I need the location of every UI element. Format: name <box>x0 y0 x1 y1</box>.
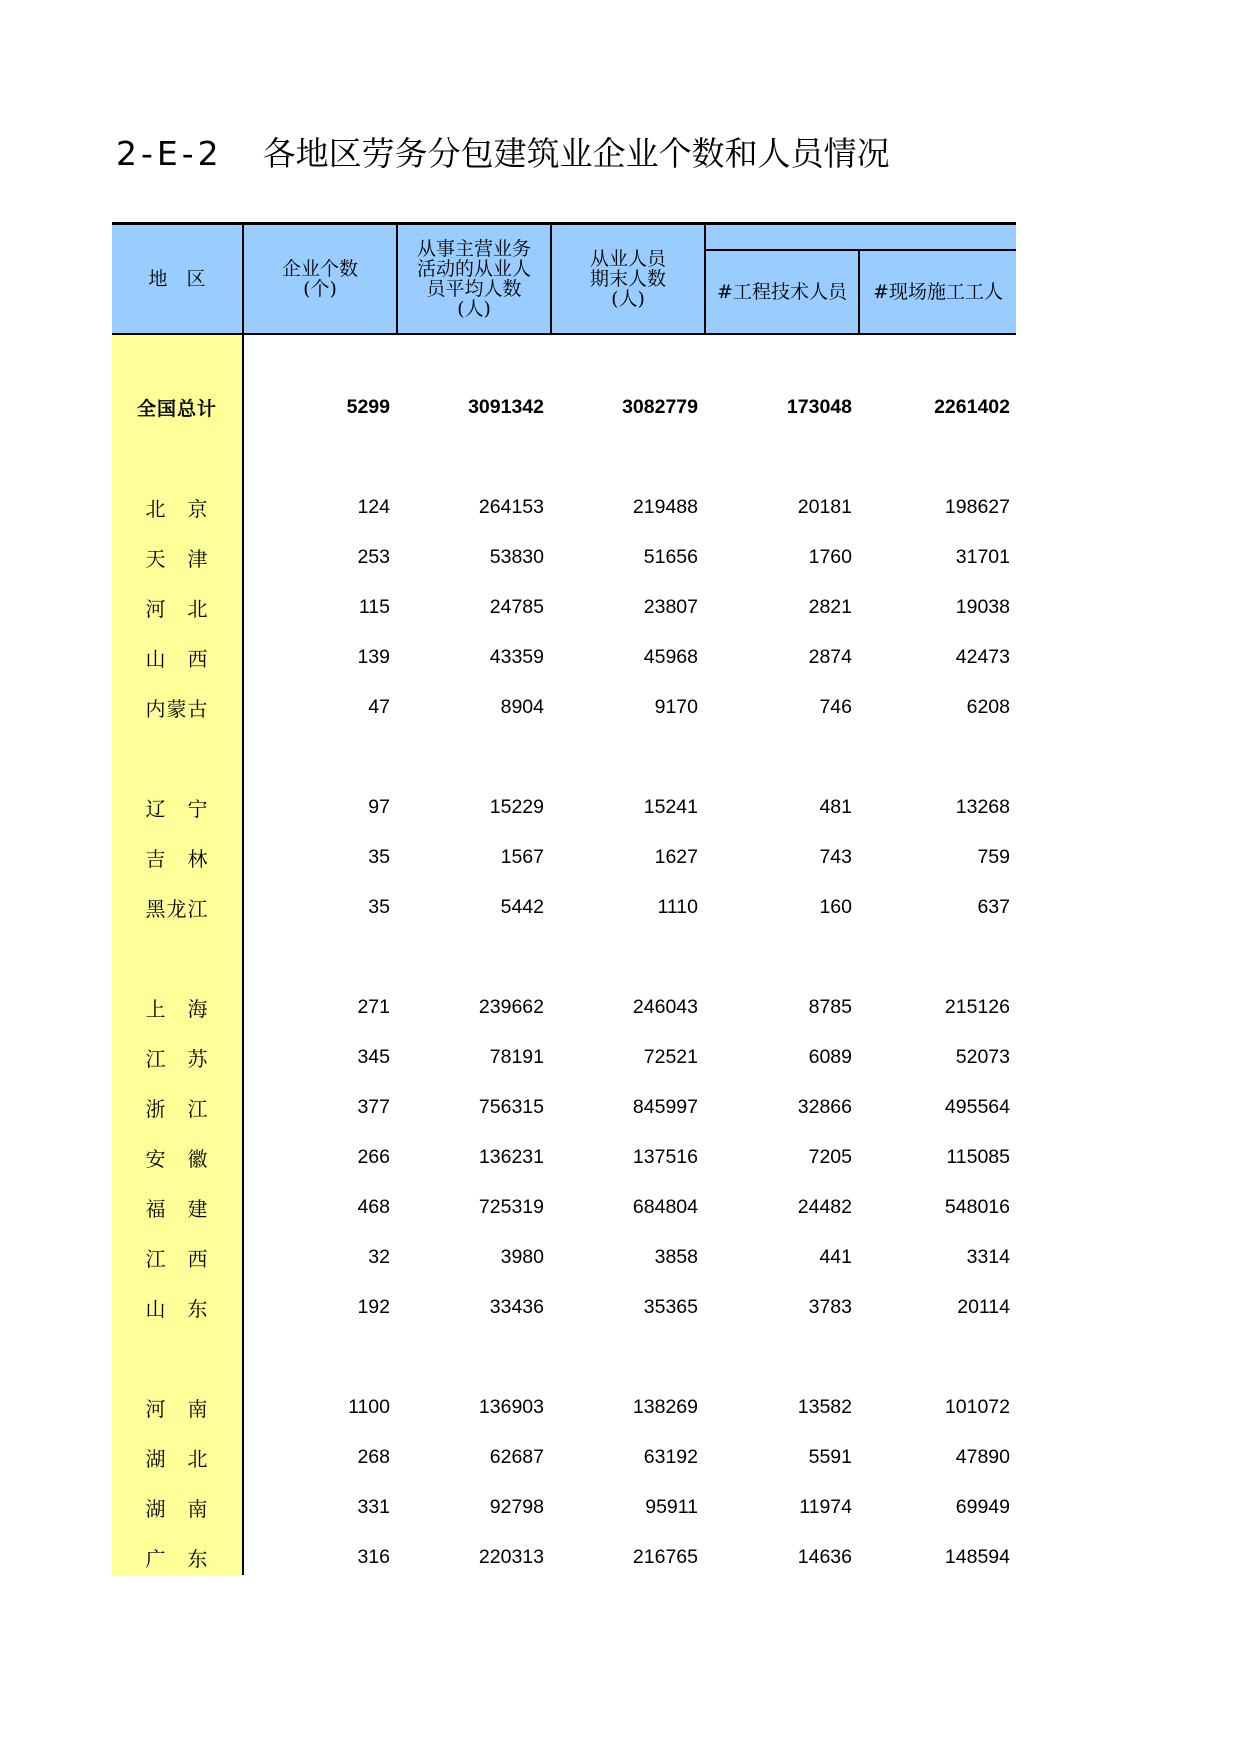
enterprises-cell: 124 <box>357 495 390 518</box>
engineers-cell: 160 <box>819 895 852 918</box>
region-name: 安 徽 <box>145 1146 209 1171</box>
end-staff-cell: 845997 <box>632 1095 698 1118</box>
table-row <box>112 1482 1016 1532</box>
end-staff-cell: 72521 <box>643 1045 698 1068</box>
region-name: 内蒙古 <box>145 696 209 721</box>
region-name: 湖 北 <box>145 1446 209 1471</box>
header-engineers <box>706 251 858 333</box>
avg-staff-cell: 220313 <box>478 1545 544 1568</box>
end-staff-cell: 138269 <box>632 1395 698 1418</box>
enterprises-cell: 97 <box>368 795 390 818</box>
end-staff-cell: 95911 <box>645 1495 698 1518</box>
avg-staff-cell: 136231 <box>478 1145 544 1168</box>
table-row <box>112 1182 1016 1232</box>
end-staff-cell: 246043 <box>632 995 698 1018</box>
end-staff-cell: 45968 <box>643 645 698 668</box>
table-row <box>112 1082 1016 1132</box>
engineers-cell: 441 <box>819 1245 852 1268</box>
header-end-staff-line: 从业人员 <box>589 248 666 270</box>
engineers-cell: 13582 <box>797 1395 852 1418</box>
end-staff-cell: 9170 <box>654 695 698 718</box>
site-workers-cell: 13268 <box>955 795 1010 818</box>
site-workers-cell: 495564 <box>944 1095 1010 1118</box>
end-staff-cell: 15241 <box>643 795 698 818</box>
region-name: 浙 江 <box>145 1096 209 1121</box>
engineers-cell: 743 <box>819 845 852 868</box>
region-name: 山 东 <box>145 1296 209 1321</box>
engineers-cell: 3783 <box>808 1295 852 1318</box>
region-name: 山 西 <box>145 646 209 671</box>
site-workers-cell: 47890 <box>955 1445 1010 1468</box>
enterprises-cell: 268 <box>357 1445 390 1468</box>
site-workers-cell: 52073 <box>955 1045 1010 1068</box>
header-avg-staff-line: 活动的从业人 <box>416 258 531 280</box>
enterprises-cell: 316 <box>357 1545 390 1568</box>
page-title <box>116 128 890 175</box>
avg-staff-cell: 136903 <box>478 1395 544 1418</box>
site-workers-cell: 548016 <box>944 1195 1010 1218</box>
header-avg-staff <box>398 225 550 333</box>
header-end-staff <box>552 225 704 333</box>
end-staff-cell: 35365 <box>643 1295 698 1318</box>
end-staff-cell: 1627 <box>654 845 698 868</box>
region-name: 福 建 <box>145 1196 209 1221</box>
enterprises-cell: 271 <box>357 995 390 1018</box>
avg-staff-cell: 264153 <box>478 495 544 518</box>
avg-staff-cell: 3091342 <box>468 395 544 418</box>
table-row <box>112 632 1016 682</box>
header-engineers-label: #工程技术人员 <box>717 281 847 303</box>
end-staff-cell: 137516 <box>632 1145 698 1168</box>
avg-staff-cell: 239662 <box>478 995 544 1018</box>
avg-staff-cell: 8904 <box>500 695 544 718</box>
avg-staff-cell: 5442 <box>500 895 544 918</box>
header-enterprises-line: 企业个数 <box>281 258 358 280</box>
avg-staff-cell: 756315 <box>478 1095 544 1118</box>
enterprises-cell: 35 <box>368 895 390 918</box>
enterprises-cell: 331 <box>357 1495 390 1518</box>
end-staff-cell: 216765 <box>632 1545 698 1568</box>
enterprises-cell: 253 <box>357 545 390 568</box>
engineers-cell: 746 <box>819 695 852 718</box>
engineers-cell: 173048 <box>786 395 852 418</box>
avg-staff-cell: 78191 <box>489 1045 544 1068</box>
site-workers-cell: 101072 <box>944 1395 1010 1418</box>
region-name: 江 苏 <box>145 1046 209 1071</box>
enterprises-cell: 139 <box>357 645 390 668</box>
enterprises-cell: 47 <box>368 695 390 718</box>
engineers-cell: 14636 <box>797 1545 852 1568</box>
engineers-cell: 2821 <box>808 595 852 618</box>
header-divider <box>858 250 860 333</box>
region-name: 河 南 <box>145 1396 209 1421</box>
enterprises-cell: 192 <box>357 1295 390 1318</box>
enterprises-cell: 5299 <box>346 395 390 418</box>
site-workers-cell: 69949 <box>955 1495 1010 1518</box>
avg-staff-cell: 62687 <box>489 1445 544 1468</box>
table-row <box>112 982 1016 1032</box>
enterprises-cell: 345 <box>357 1045 390 1068</box>
table-row <box>112 882 1016 932</box>
total-label: 全国总计 <box>136 397 217 420</box>
site-workers-cell: 148594 <box>944 1545 1010 1568</box>
end-staff-cell: 63192 <box>643 1445 698 1468</box>
header-divider <box>242 225 244 333</box>
enterprises-cell: 266 <box>357 1145 390 1168</box>
site-workers-cell: 198627 <box>944 495 1010 518</box>
site-workers-cell: 19038 <box>955 595 1010 618</box>
end-staff-cell: 219488 <box>632 495 698 518</box>
site-workers-cell: 42473 <box>955 645 1010 668</box>
avg-staff-cell: 15229 <box>489 795 544 818</box>
engineers-cell: 6089 <box>808 1045 852 1068</box>
avg-staff-cell: 53830 <box>489 545 544 568</box>
end-staff-cell: 51656 <box>643 545 698 568</box>
table-row <box>112 782 1016 832</box>
region-name: 辽 宁 <box>145 796 209 821</box>
table-row <box>112 832 1016 882</box>
header-avg-staff-line: 从事主营业务 <box>416 238 531 260</box>
avg-staff-cell: 725319 <box>478 1195 544 1218</box>
avg-staff-cell: 24785 <box>489 595 544 618</box>
site-workers-cell: 3314 <box>966 1245 1010 1268</box>
header-site-workers-label: #现场施工工人 <box>873 281 1003 303</box>
region-name: 江 西 <box>145 1246 209 1271</box>
table-row <box>112 582 1016 632</box>
table-row <box>112 1032 1016 1082</box>
table-row <box>112 682 1016 732</box>
header-region <box>112 225 242 333</box>
table-row <box>112 482 1016 532</box>
engineers-cell: 24482 <box>797 1195 852 1218</box>
site-workers-cell: 2261402 <box>934 395 1010 418</box>
engineers-cell: 11974 <box>799 1495 852 1518</box>
header-sub-rule <box>704 249 1016 251</box>
avg-staff-cell: 43359 <box>489 645 544 668</box>
header-divider <box>396 225 398 333</box>
engineers-cell: 481 <box>819 795 852 818</box>
engineers-cell: 2874 <box>808 645 852 668</box>
site-workers-cell: 115085 <box>946 1145 1010 1168</box>
end-staff-cell: 23807 <box>643 595 698 618</box>
header-avg-staff-line: 员平均人数 <box>426 278 522 300</box>
end-staff-cell: 3858 <box>654 1245 698 1268</box>
enterprises-cell: 115 <box>358 595 390 618</box>
region-name: 广 东 <box>145 1546 209 1571</box>
engineers-cell: 32866 <box>797 1095 852 1118</box>
header-divider <box>550 225 552 333</box>
table-row <box>112 1132 1016 1182</box>
header-end-staff-unit: (人) <box>611 288 645 310</box>
enterprises-cell: 377 <box>357 1095 390 1118</box>
header-enterprises-unit: (个) <box>303 278 337 300</box>
table-row <box>112 1432 1016 1482</box>
enterprises-cell: 35 <box>368 845 390 868</box>
avg-staff-cell: 3980 <box>500 1245 544 1268</box>
site-workers-cell: 759 <box>977 845 1010 868</box>
table-title-text: 各地区劳务分包建筑业企业个数和人员情况 <box>262 134 890 173</box>
end-staff-cell: 3082779 <box>622 395 698 418</box>
table-row <box>112 1282 1016 1332</box>
header-region-label: 地 区 <box>148 268 206 290</box>
region-name: 河 北 <box>145 596 209 621</box>
avg-staff-cell: 92798 <box>489 1495 544 1518</box>
table-row <box>112 1232 1016 1282</box>
header-divider <box>704 225 706 333</box>
table-row <box>112 1532 1016 1582</box>
region-name: 湖 南 <box>145 1496 209 1521</box>
total-row <box>112 382 1016 432</box>
site-workers-cell: 637 <box>977 895 1010 918</box>
site-workers-cell: 215126 <box>944 995 1010 1018</box>
region-name: 吉 林 <box>145 846 209 871</box>
header-bottom-rule <box>112 333 1016 335</box>
header-site-workers <box>860 251 1016 333</box>
avg-staff-cell: 1567 <box>500 845 544 868</box>
table-row <box>112 532 1016 582</box>
enterprises-cell: 468 <box>357 1195 390 1218</box>
region-name: 上 海 <box>145 996 209 1021</box>
engineers-cell: 1760 <box>808 545 852 568</box>
table-code: 2-E-2 <box>116 134 223 173</box>
region-name: 黑龙江 <box>145 896 209 921</box>
table-header <box>112 225 1016 333</box>
header-enterprises <box>244 225 396 333</box>
engineers-cell: 8785 <box>808 995 852 1018</box>
enterprises-cell: 32 <box>368 1245 390 1268</box>
avg-staff-cell: 33436 <box>489 1295 544 1318</box>
end-staff-cell: 1110 <box>657 895 698 918</box>
header-end-staff-line: 期末人数 <box>589 268 666 290</box>
site-workers-cell: 6208 <box>966 695 1010 718</box>
site-workers-cell: 31701 <box>955 545 1010 568</box>
engineers-cell: 7205 <box>808 1145 852 1168</box>
site-workers-cell: 20114 <box>957 1295 1010 1318</box>
region-name: 天 津 <box>145 546 209 571</box>
header-avg-staff-unit: (人) <box>457 298 491 320</box>
engineers-cell: 5591 <box>808 1445 852 1468</box>
enterprises-cell: 1100 <box>348 1395 390 1418</box>
engineers-cell: 20181 <box>797 495 852 518</box>
table-row <box>112 1382 1016 1432</box>
end-staff-cell: 684804 <box>632 1195 698 1218</box>
region-name: 北 京 <box>145 496 209 521</box>
